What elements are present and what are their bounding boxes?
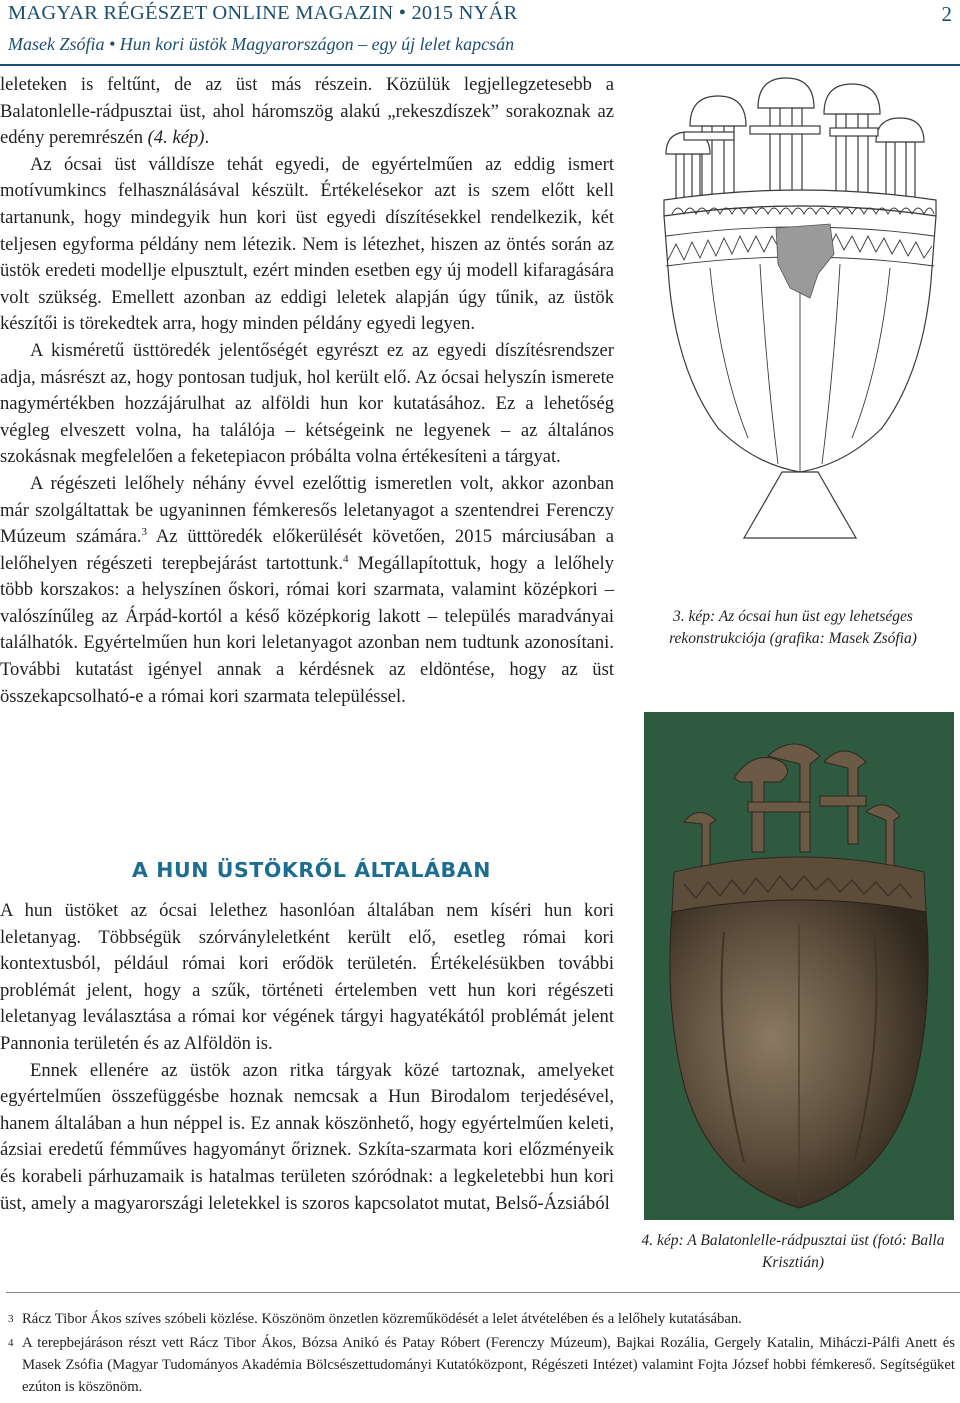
- paragraph-5: A hun üstöket az ócsai lelethez hasonlóan általában nem kíséri hun kori leletanyag. Többségük szórványleletként került elő, esetleg római kori kontextusból, például római kori erődök területén. Értékelésükben további problémát jelent, hogy a szűk, történeti értelemben vett hun kori régészeti leletanyag leválasztása a római kor végének tárgyi hagyatékától problémát jelent Pannonia területén és az Alföldön is.: [0, 900, 614, 1054]
- page-number: 2: [941, 2, 952, 26]
- footnote-ref-3[interactable]: 3: [141, 525, 147, 538]
- article-header: Masek Zsófia • Hun kori üstök Magyarországon – egy új lelet kapcsán: [8, 34, 515, 54]
- footnote-4: [0, 1332, 955, 1398]
- paragraph-6: Ennek ellenére az üstök azon ritka tárgyak közé tartoznak, amelyeket egyértelműen összefüggésbe hoznak nemcsak a Hun Birodalom terjedésével, hanem általában a hun néppel is. Ez annak köszönhető, hogy egyértelműen keleti, ázsiai eredetű fémműves hagyományt őriznek. Szkíta-szarmata kori előzményeik és korabeli párhuzamaik is hatalmas területen szóródnak: a legkeletebbi hun kori üst, amely a magyarországi leletekkel is szoros kapcsolatot mutat, Belső-Ázsiából: [0, 1059, 614, 1214]
- paragraph-4: A régészeti lelőhely néhány évvel ezelőttig ismeretlen volt, akkor azonban már szolgáltattak be ugyaninnen fémkeresős leletanyagot a szentendrei Ferenczy Múzeum számára.$^3$ Az ütttöredék előkerülését követően, 2015 márciusában a lelőhelyen régészeti terepbejárást tartottunk.$^4$ Megállapítottuk, hogy a lelőhely több korszakos: a helyszínen őskori, római kori szarmata, valamint középkori – valószínűleg az Árpád-kortól a késő középkorig lakott – település maradványai találhatók. Egyértelműen hun kori leletanyagot azonban nem tudtunk azonosítani. További kutatást igényel annak a kérdésnek az eldöntése, hogy az üst összekapcsolható-e a római kori szarmata településsel.: [0, 472, 615, 707]
- section-title: A HUN ÜSTÖKRŐL ÁLTALÁBAN: [132, 858, 491, 882]
- footnote-number: 4: [8, 1337, 14, 1349]
- footnote-ref-4[interactable]: 4: [342, 552, 349, 565]
- footnote-3: [0, 1308, 955, 1330]
- footnote-text: A terepbejáráson részt vett Rácz Tibor Ákos, Bózsa Anikó és Patay Róbert (Ferenczy Múzeum), Bajkai Rozália, Gergely Katalin, Miháczi-Pálfi Anett és Masek Zsófia (Magyar Tudományos Akadémia Bölcsészettudományi Kutatóközpont, Régészeti Intézet) valamint Fojta József hobbi fémkereső. Segítségüket ezúton is köszönöm.: [22, 1335, 955, 1395]
- figure-4-caption: 4. kép: A Balatonlelle-rádpusztai üst (fotó: Balla Krisztián): [641, 1232, 945, 1271]
- cauldron-photo: [644, 712, 954, 1220]
- figure-3-caption: 3. kép: Az ócsai hun üst egy lehetséges rekonstrukciója (grafika: Masek Zsófia): [669, 608, 917, 647]
- bronze-cauldron-image: [644, 712, 954, 1220]
- paragraph-3: A kisméretű üsttöredék jelentőségét egyrészt ez az egyedi díszítésrendszer adja, másrészt az, hogy pontosan tudjuk, hol került elő. Az ócsai helyszín ismerete nagymértékben hozzájárulhat az alföldi hun kor kutatásához. Ez a lehetőség végleg elveszett volna, ha találója – kétségeink ne legyenek – az általános szokásnak megfelelően a feketepiacon próbálta volna értékesíteni a tárgyat.: [0, 339, 614, 468]
- header-rule: [0, 64, 960, 66]
- footnote-text: Rácz Tibor Ákos szíves szóbeli közlése. Köszönöm önzetlen közreműködését a lelet átvételében és a lelőhely kutatásában.: [22, 1311, 742, 1327]
- footnote-number: 3: [8, 1313, 14, 1325]
- main-text-column: [0, 72, 614, 710]
- cauldron-reconstruction-drawing: [650, 68, 950, 608]
- magazine-header: MAGYAR RÉGÉSZET ONLINE MAGAZIN • 2015 NYÁR: [8, 2, 518, 24]
- paragraph-1: leleteken is feltűnt, de az üst más részein. Közülük legjellegzetesebb a Balatonlelle-rádpusztai üst, ahol háromszög alakú „rekeszdíszek” sorakoznak az edény peremrészén (4. kép).: [0, 74, 614, 149]
- figure-reference: (4. kép): [147, 127, 205, 149]
- footnote-separator: [6, 1292, 960, 1293]
- paragraph-2: Az ócsai üst válldísze tehát egyedi, de egyértelműen az eddig ismert motívumkincs felhasználásával készült. Értékelésekor azt is szem előtt kell tartanunk, hogy mindegyik hun kori üst egyedi díszítésekkel rendelkezik, két teljesen egyforma példány nem létezik. Nem is létezhet, hiszen az öntés során az üstök eredeti modellje elpusztult, ezért minden esetben egy új modell kifaragására volt szükség. Emellett azonban az eddigi leletek alapján úgy tűnik, az üstök készítői is törekedtek arra, hogy minden példány egyedi legyen.: [0, 153, 614, 335]
- main-text-column-2: [0, 898, 614, 1217]
